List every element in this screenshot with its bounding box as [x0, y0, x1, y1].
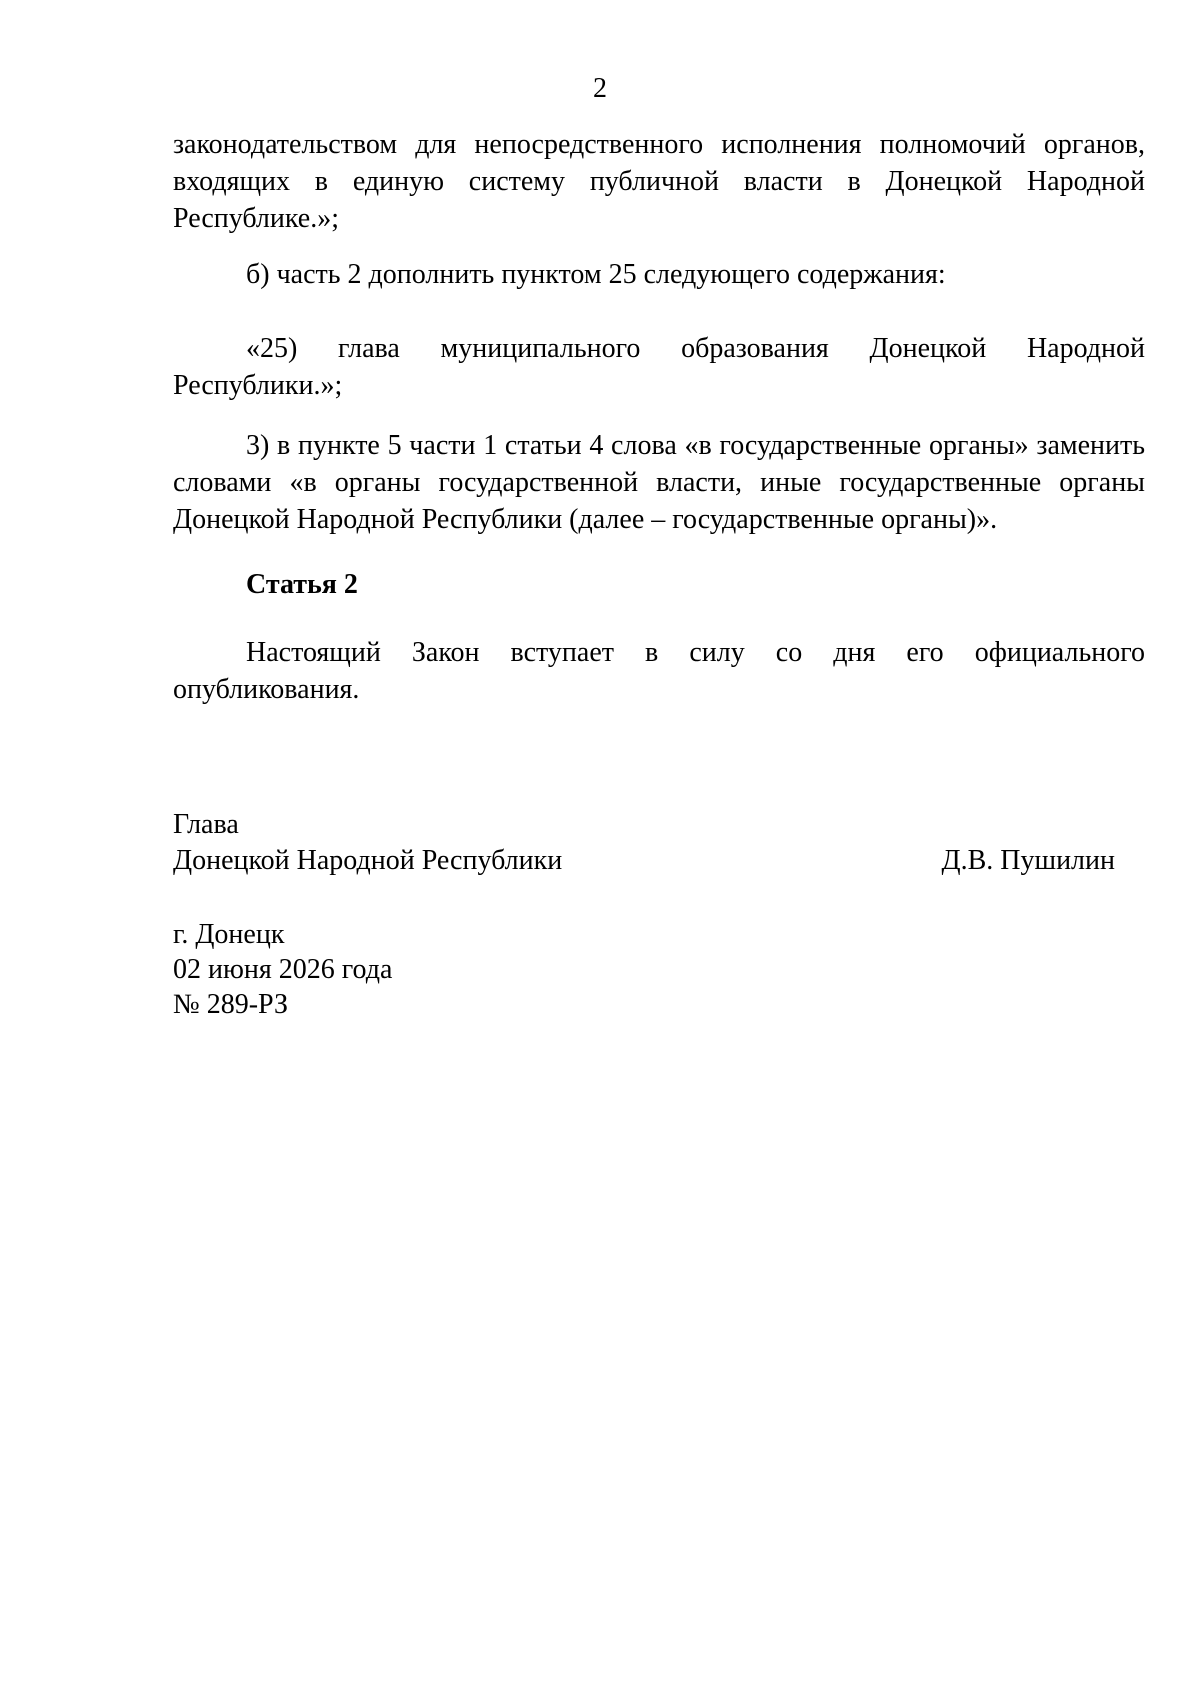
signature-title-line1: Глава — [173, 809, 239, 840]
paragraph-continuation: законодательством для непосредственного исполнения полномочий органов, входящих в единую систему публичной власти в Донецкой Народной Республике.»; — [173, 129, 1145, 234]
law-number: № 289-РЗ — [173, 989, 288, 1020]
signature-title-line2: Донецкой Народной Республики — [173, 845, 563, 876]
article-heading: Статья 2 — [246, 569, 358, 600]
paragraph-item-3: 3) в пункте 5 части 1 статьи 4 слова «в государственные органы» заменить словами «в органы государственной власти, иные государственные органы Донецкой Народной Республики (далее – государственные органы)». — [173, 430, 1145, 535]
paragraph-item-25: «25) глава муниципального образования Донецкой Народной Республики.»; — [173, 333, 1145, 401]
article-text: Настоящий Закон вступает в силу со дня его официального опубликования. — [173, 637, 1145, 705]
paragraph-item-b: б) часть 2 дополнить пунктом 25 следующего содержания: — [246, 259, 946, 290]
page-number: 2 — [593, 73, 607, 104]
place-of-signing: г. Донецк — [173, 919, 285, 950]
signatory-name: Д.В. Пушилин — [941, 845, 1115, 876]
date-of-signing: 02 июня 2026 года — [173, 954, 393, 985]
